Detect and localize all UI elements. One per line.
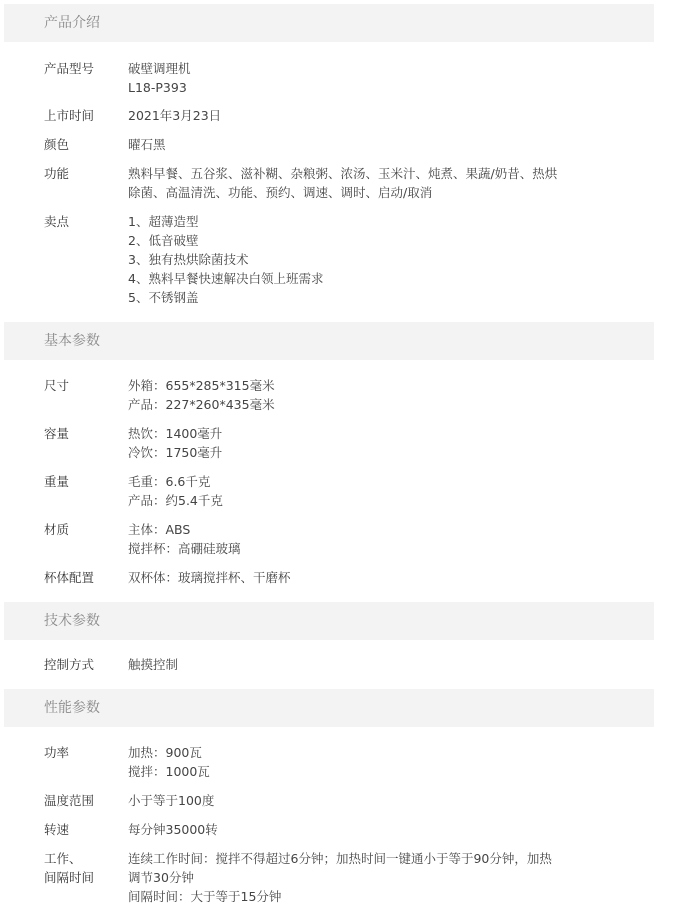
- spec-value-line: 热饮：1400毫升: [128, 426, 223, 441]
- spec-value: [128, 849, 618, 906]
- spec-label: [44, 59, 124, 78]
- spec-value-line: 间隔时间：大于等于15分钟: [128, 889, 282, 904]
- section-title: 基本参数: [44, 333, 100, 349]
- spec-value-line: 触摸控制: [128, 657, 179, 672]
- spec-value-line: 加热：900瓦: [128, 745, 202, 760]
- spec-label: [44, 820, 124, 839]
- spec-value-line: 产品：约5.4千克: [128, 493, 223, 508]
- spec-label-text: 卖点: [44, 214, 70, 229]
- spec-value: [128, 106, 618, 125]
- spec-value-line: 毛重：6.6千克: [128, 474, 211, 489]
- spec-value: [128, 568, 618, 587]
- spec-value-line: 小于等于100度: [128, 793, 215, 808]
- spec-value-line: 5、不锈钢盖: [128, 290, 199, 305]
- spec-value: [128, 164, 618, 202]
- spec-label: [44, 164, 124, 183]
- spec-label: [44, 655, 124, 674]
- spec-label-text: 材质: [44, 522, 70, 537]
- spec-label-text: 温度范围: [44, 793, 95, 808]
- spec-label-text: 工作、: [44, 851, 82, 866]
- section-header-product-intro: [4, 4, 654, 42]
- section-header-basic-params: [4, 322, 654, 360]
- spec-label-text: 产品型号: [44, 61, 95, 76]
- spec-label: [44, 212, 124, 231]
- spec-value-line: 双杯体：玻璃搅拌杯、干磨杯: [128, 570, 291, 585]
- spec-value: [128, 743, 618, 781]
- section-title: 性能参数: [44, 700, 100, 716]
- spec-label-text: 间隔时间: [44, 870, 95, 885]
- spec-value: [128, 820, 618, 839]
- spec-label-text: 尺寸: [44, 378, 70, 393]
- section-header-tech-params: [4, 602, 654, 640]
- spec-value-line: 除菌、高温清洗、功能、预约、调速、调时、启动/取消: [128, 185, 433, 200]
- spec-label: [44, 791, 124, 810]
- spec-value-line: 1、超薄造型: [128, 214, 199, 229]
- spec-label-text: 转速: [44, 822, 70, 837]
- spec-value-line: 破壁调理机: [128, 61, 191, 76]
- spec-value-line: 搅拌：1000瓦: [128, 764, 210, 779]
- spec-label: [44, 743, 124, 762]
- section-title: 产品介绍: [44, 15, 100, 31]
- spec-value-line: 2021年3月23日: [128, 108, 222, 123]
- spec-label: [44, 424, 124, 443]
- spec-label-text: 重量: [44, 474, 70, 489]
- spec-value: [128, 520, 618, 558]
- spec-label: [44, 520, 124, 539]
- spec-value-line: 调节30分钟: [128, 870, 194, 885]
- spec-label: [44, 568, 124, 587]
- spec-value-line: 连续工作时间：搅拌不得超过6分钟；加热时间一键通小于等于90分钟，加热: [128, 851, 552, 866]
- spec-value-line: 每分钟35000转: [128, 822, 218, 837]
- spec-label: [44, 472, 124, 491]
- spec-value-line: 外箱：655*285*315毫米: [128, 378, 275, 393]
- spec-value-line: 产品：227*260*435毫米: [128, 397, 275, 412]
- spec-label-text: 功能: [44, 166, 70, 181]
- spec-value: [128, 424, 618, 462]
- spec-value-line: 冷饮：1750毫升: [128, 445, 223, 460]
- spec-value: [128, 791, 618, 810]
- spec-value-line: 搅拌杯：高硼硅玻璃: [128, 541, 241, 556]
- spec-value-line: 3、独有热烘除菌技术: [128, 252, 249, 267]
- spec-label-text: 容量: [44, 426, 70, 441]
- spec-value: [128, 376, 618, 414]
- spec-label: [44, 376, 124, 395]
- spec-value-line: 曜石黑: [128, 137, 166, 152]
- spec-label: [44, 849, 124, 887]
- spec-label-text: 杯体配置: [44, 570, 95, 585]
- spec-label-text: 控制方式: [44, 657, 95, 672]
- spec-value-line: 4、熟料早餐快速解决白领上班需求: [128, 271, 324, 286]
- spec-value: [128, 655, 618, 674]
- spec-value: [128, 212, 618, 307]
- section-header-performance-params: [4, 689, 654, 727]
- spec-value-line: L18-P393: [128, 80, 187, 95]
- spec-label-text: 上市时间: [44, 108, 95, 123]
- spec-value-line: 熟料早餐、五谷浆、滋补糊、杂粮粥、浓汤、玉米汁、炖煮、果蔬/奶昔、热烘: [128, 166, 558, 181]
- spec-value: [128, 59, 618, 97]
- spec-label-text: 颜色: [44, 137, 70, 152]
- spec-value-line: 2、低音破壁: [128, 233, 199, 248]
- spec-label-text: 功率: [44, 745, 70, 760]
- spec-label: [44, 135, 124, 154]
- spec-label: [44, 106, 124, 125]
- spec-value: [128, 472, 618, 510]
- section-title: 技术参数: [44, 613, 100, 629]
- spec-value: [128, 135, 618, 154]
- spec-value-line: 主体：ABS: [128, 522, 191, 537]
